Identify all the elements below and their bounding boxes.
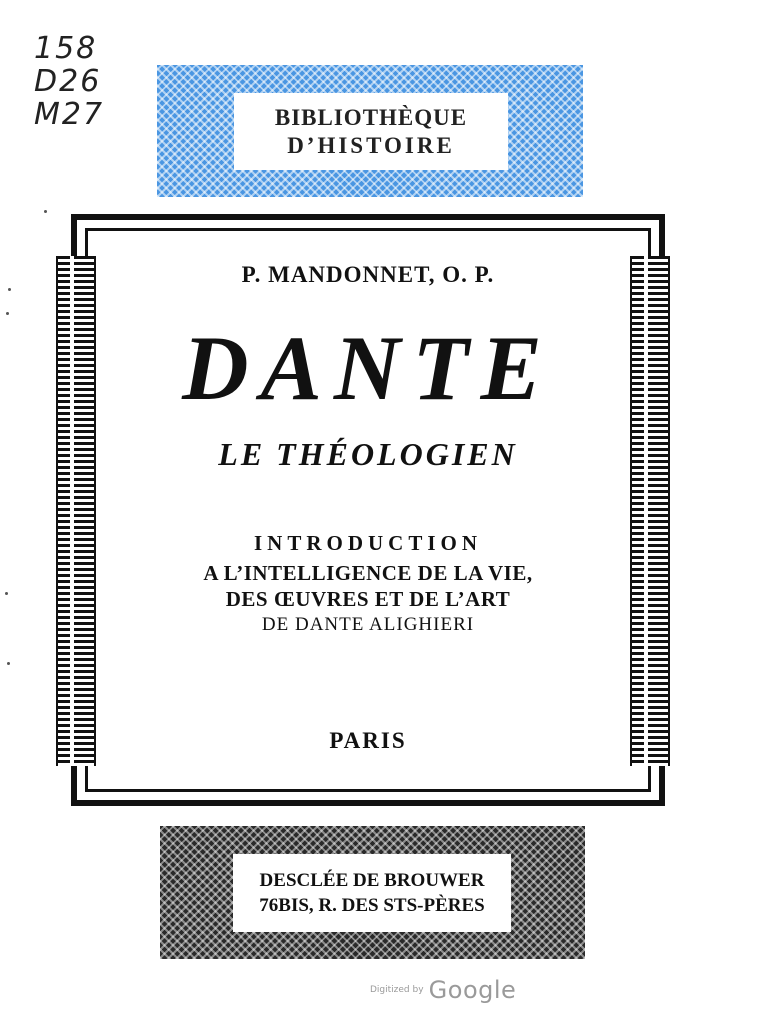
digitized-prefix: Digitized by [370,985,424,995]
series-line-1: BIBLIOTHÈQUE [274,104,468,130]
scan-speck [5,592,8,595]
call-number-line: 158 [34,31,98,66]
book-title: DANTE [182,317,554,419]
author: P. MANDONNET, O. P. [241,262,495,287]
publication-place: PARIS [329,728,407,753]
book-subtitle: LE THÉOLOGIEN [218,436,518,472]
intro-line: DES ŒUVRES ET DE L’ART [225,587,511,611]
publisher-label [233,854,511,932]
digitized-by-watermark [370,976,540,1004]
publisher-name: DESCLÉE DE BROUWER [259,870,485,891]
call-number-line: D26 [34,64,102,99]
google-wordmark: Google [428,976,517,1004]
series-label [234,93,508,170]
intro-line: A L’INTELLIGENCE DE LA VIE, [203,561,533,585]
call-number-line: M27 [34,97,105,132]
title-frame-inner-rule [85,228,651,792]
publisher-banner [160,826,585,959]
series-line-2: D’HISTOIRE [287,132,455,158]
series-banner [157,65,583,197]
scan-speck [44,210,47,213]
intro-heading: INTRODUCTION [253,531,483,555]
title-frame [71,214,665,806]
scan-speck [6,312,9,315]
scan-speck [8,288,11,291]
scan-speck [7,662,10,665]
intro-line: DE DANTE ALIGHIERI [261,614,475,635]
handwritten-call-number [34,32,144,131]
publisher-address: 76BIS, R. DES STS-PÈRES [259,895,485,916]
